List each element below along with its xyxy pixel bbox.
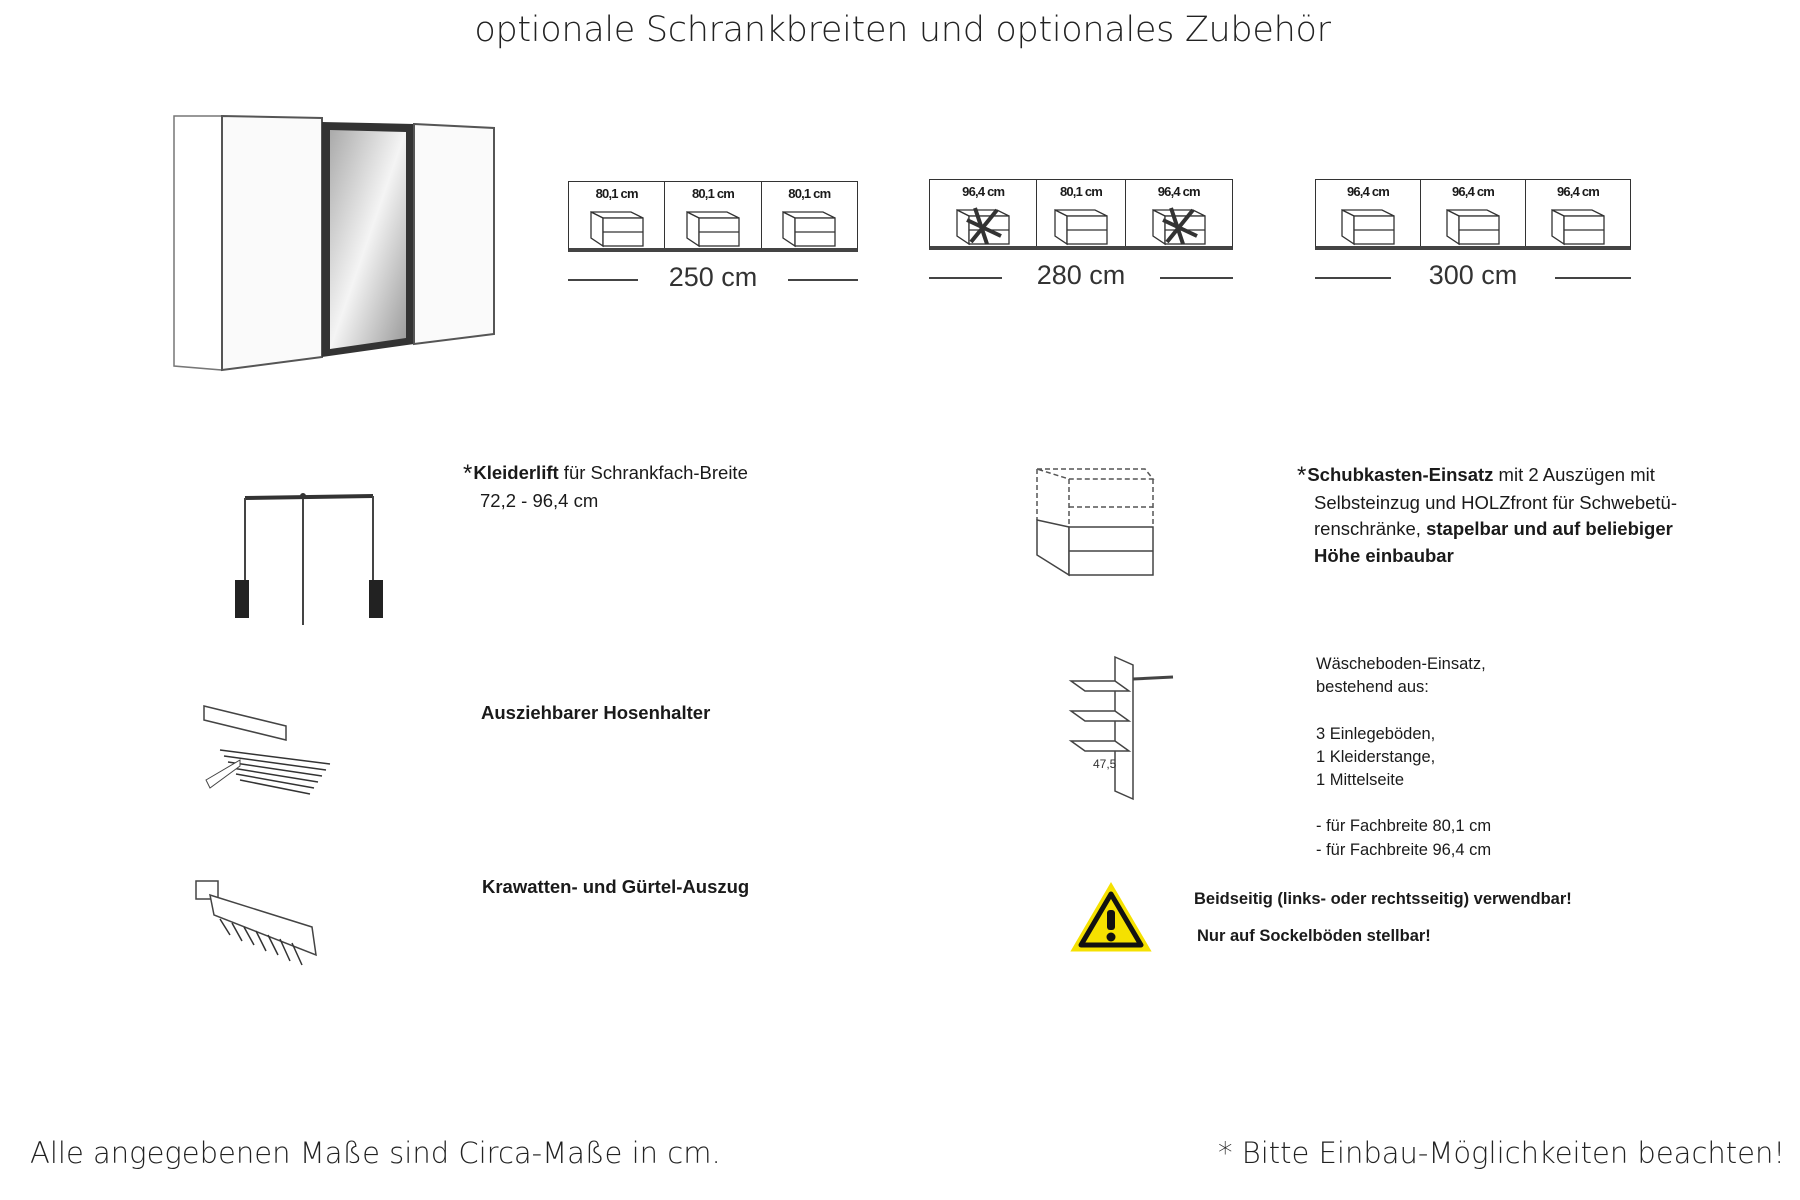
schubkasten-text <box>1297 462 1774 569</box>
config-300 <box>1315 179 1631 296</box>
krawatten-label: Krawatten- und Gürtel-Auszug <box>482 876 750 897</box>
line: 1 Mittelseite <box>1316 771 1405 790</box>
desc: renschränke, <box>1314 518 1427 539</box>
footer-disclaimer: * Bitte Einbau-Möglichkeiten beachten! <box>1218 1136 1785 1170</box>
line: bestehend aus: <box>1316 678 1429 697</box>
width-label: 96,4 cm <box>962 184 1005 199</box>
waescheboden-illustration <box>1065 655 1177 803</box>
kleiderlift-range: 72,2 - 96,4 cm <box>480 489 599 511</box>
line: - für Fachbreite 96,4 cm <box>1316 840 1492 859</box>
wardrobe-illustration <box>170 112 500 374</box>
kleiderlift-text <box>463 460 748 514</box>
schubkasten-title: Schubkasten-Einsatz <box>1307 464 1494 485</box>
drawer-icon <box>779 208 839 248</box>
kleiderlift-desc: für Schrankfach-Breite <box>558 462 748 483</box>
warning-icon <box>1070 882 1152 954</box>
warning-text-2: Nur auf Sockelböden stellbar! <box>1197 927 1431 945</box>
page-title: optionale Schrankbreiten und optionales Zubehör <box>474 10 1331 50</box>
width-label: 80,1 cm <box>595 186 638 201</box>
kleiderlift-title: Kleiderlift <box>473 462 559 483</box>
depth-label: 47,5 <box>1093 757 1117 771</box>
width-label: 80,1 cm <box>788 186 831 201</box>
desc: mit 2 Auszügen mit <box>1493 464 1655 485</box>
line: 3 Einlegeböden, <box>1316 724 1436 743</box>
asterisk: * <box>463 460 473 487</box>
warning-text-1: Beidseitig (links- oder rechtsseitig) verwendbar! <box>1194 890 1572 908</box>
drawer-icon <box>1443 206 1503 246</box>
total-width: 250 cm <box>668 262 758 292</box>
total-width: 280 cm <box>1036 260 1126 290</box>
desc: Höhe einbaubar <box>1314 544 1454 566</box>
drawer-icon <box>587 208 647 248</box>
width-label: 96,4 cm <box>1556 184 1600 199</box>
drawer-icon <box>1051 206 1111 246</box>
config-250 <box>568 181 858 298</box>
hosenhalter-label: Ausziehbarer Hosenhalter <box>481 702 711 723</box>
waescheboden-text <box>1316 653 1491 862</box>
total-width: 300 cm <box>1428 260 1518 290</box>
drawer-crossed-icon <box>953 206 1013 246</box>
width-label: 96,4 cm <box>1157 184 1200 199</box>
width-label: 80,1 cm <box>1059 184 1103 199</box>
desc: Selbsteinzug und HOLZfront für Schwebetü- <box>1314 491 1677 513</box>
drawer-icon <box>683 208 743 248</box>
hosenhalter-illustration <box>200 700 335 800</box>
width-label: 96,4 cm <box>1346 184 1390 199</box>
line: 1 Kleiderstange, <box>1316 747 1436 766</box>
drawer-icon <box>1338 206 1398 246</box>
drawer-crossed-icon <box>1149 206 1209 246</box>
schubkasten-illustration <box>1035 465 1155 577</box>
asterisk: * <box>1297 462 1307 489</box>
width-label: 96,4 cm <box>1451 184 1495 199</box>
drawer-icon <box>1548 206 1608 246</box>
line: Wäscheboden-Einsatz, <box>1316 655 1486 673</box>
krawatten-illustration <box>190 875 325 973</box>
footer-note: Alle angegebenen Maße sind Circa-Maße in cm. <box>30 1136 721 1170</box>
config-280 <box>929 179 1233 296</box>
kleiderlift-illustration <box>231 490 391 632</box>
width-label: 80,1 cm <box>691 186 735 201</box>
line: - für Fachbreite 80,1 cm <box>1316 817 1492 836</box>
desc: stapelbar und auf beliebiger <box>1426 518 1673 539</box>
